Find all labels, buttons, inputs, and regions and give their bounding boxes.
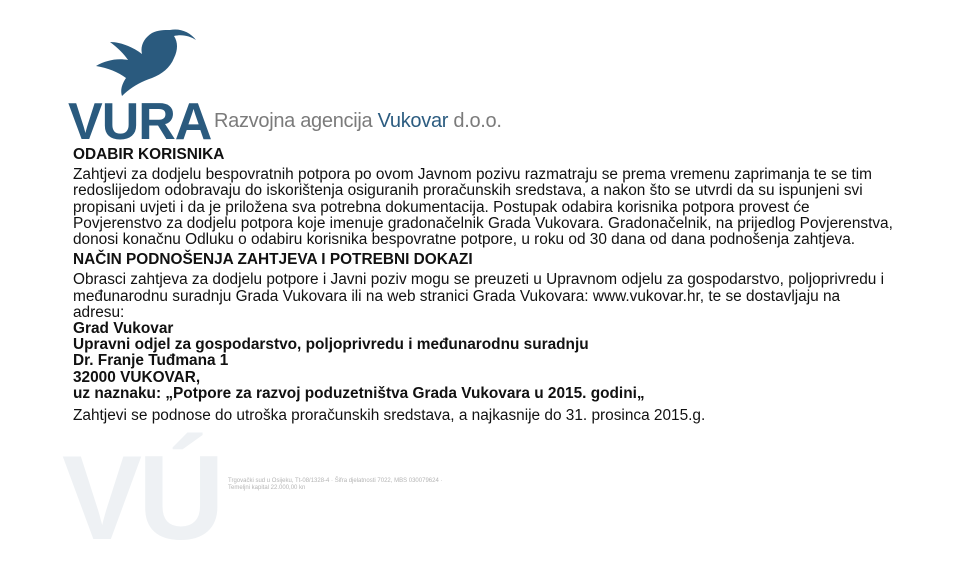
address-line: Grad Vukovar bbox=[73, 320, 174, 338]
brand-wordmark bbox=[68, 93, 212, 151]
company-fine-print: Trgovački sud u Osijeku, Tt-08/1328-4 · Šifra djelatnosti 7022, MBS 030079624 · Temeljni kapital 22.000,00 kn bbox=[228, 478, 443, 491]
agency-suffix: d.o.o. bbox=[448, 110, 502, 132]
brand-letters-ura: URA bbox=[101, 93, 212, 151]
watermark-logo: VÚ bbox=[62, 431, 221, 565]
address-note: uz naznaku: „Potpore za razvoj poduzetništva Grada Vukovara u 2015. godini„ bbox=[73, 384, 645, 402]
dove-icon bbox=[82, 28, 202, 98]
section-heading-selection: ODABIR KORISNIKA bbox=[73, 146, 225, 163]
agency-prefix: Razvojna agencija bbox=[214, 110, 378, 132]
selection-paragraph: Zahtjevi za dodjelu bespovratnih potpora po ovom Javnom pozivu razmatraju se prema vremenu zaprimanja te se tim redoslijedom odobravaju do iskorištenja osiguranih proračunskih sredstava, a nakon što se utvrdi da su ispunjeni svi propisani uvjeti i da je priložena sva potrebna dokumentacija. Postupak odabira korisnika potpora provest će Povjerenstvo za dodjelu potpora koje imenuje gradonačelnik Grada Vukovara. Gradonačelnik, na prijedlog Povjerenstva, donosi konačnu Odluku o odabiru korisnika bespovratne potpore, u roku od 30 dana od dana podnošenja zahtjeva. bbox=[73, 166, 893, 249]
vura-logo bbox=[62, 28, 502, 151]
closing-paragraph: Zahtjevi se podnose do utroška proračunskih sredstava, a najkasnije do 31. prosinca 2015.g. bbox=[73, 407, 706, 425]
address-line: Dr. Franje Tuđmana 1 bbox=[73, 352, 229, 370]
agency-name bbox=[214, 110, 502, 133]
document-body bbox=[73, 143, 893, 424]
brand-letter-v: V bbox=[68, 93, 102, 151]
section-heading-submission: NAČIN PODNOŠENJA ZAHTJEVA I POTREBNI DOKAZI bbox=[73, 251, 473, 269]
address-line: Upravni odjel za gospodarstvo, poljoprivredu i međunarodnu suradnju bbox=[73, 336, 589, 354]
submission-paragraph: Obrasci zahtjeva za dodjelu potpore i Javni poziv mogu se preuzeti u Upravnom odjelu za gospodarstvo, poljoprivredu i međunarodnu suradnju Grada Vukovara ili na web stranici Grada Vukovara: www.vukovar.hr, te se dostavljaju na adresu: bbox=[73, 271, 885, 321]
address-line: 32000 VUKOVAR, bbox=[73, 368, 201, 386]
agency-city: Vukovar bbox=[377, 110, 449, 132]
